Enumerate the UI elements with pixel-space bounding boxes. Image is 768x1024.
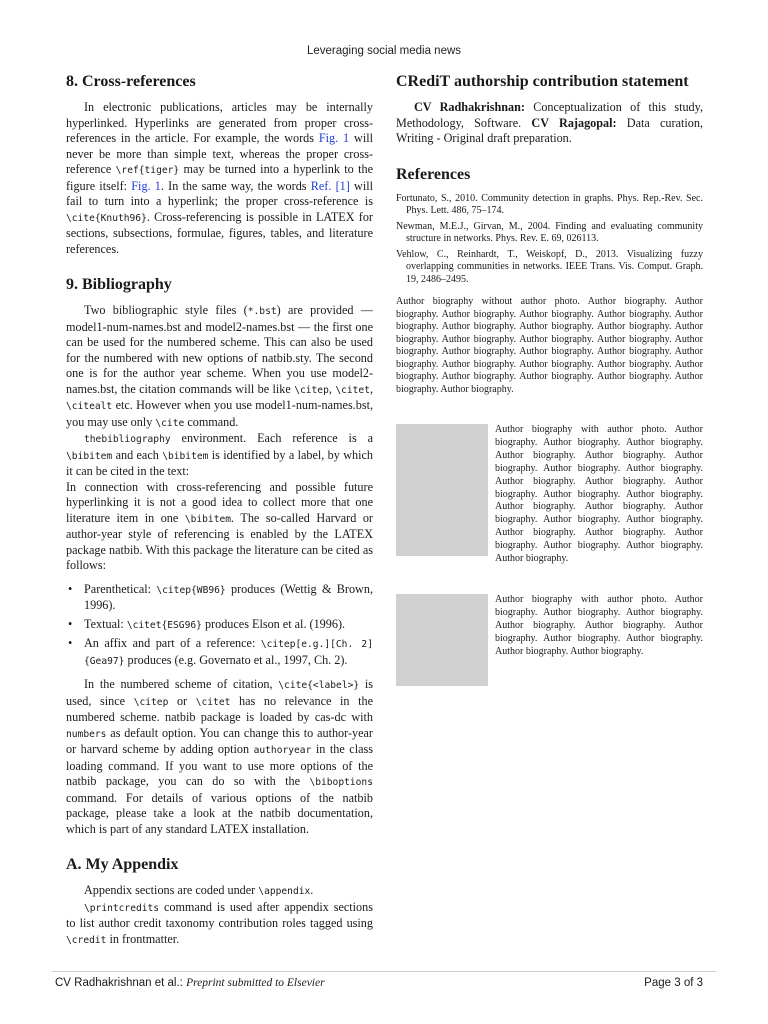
author-bio-no-photo: Author biography without author photo. Author biography. Author biography. Author biography. Author biography. Author biography. Author biography. Author biography. Author biography. Author biography. Author biography. Author biography. Author biography. Author biography. Author biography. Author biography. Author biography. Author biography. Author biography. Author biography. Author biography. Author biography. Author biography. Author biography. Author biography. Author biography. Author biography. Author biography. [396,296,703,395]
section-title: A. My Appendix [66,856,179,873]
latex-logo: LATEX [210,821,249,836]
section-appendix [66,855,373,948]
latex-logo: LATEX [334,527,373,541]
section-title: References [396,165,471,183]
footer-authors: CV Radhakrishnan et al.: [55,977,183,989]
left-column [66,72,373,966]
author-bio-text: Author biography with author photo. Author biography. Author biography. Author biography. Author biography. Author biography. Author biography. Author biography. Author biography. Author biography. Author biography. [495,593,703,657]
author-bio-with-photo [396,594,703,659]
cross-ref-paragraph: In electronic publications, articles may be internally hyperlinked. Hyperlinks are generated from proper cross-references in the article. For example, the words Fig. 1 will never be more than simple text, whereas the proper cross-reference \ref{tiger} may be turned into a hyperlink to the figure itself: Fig. 1. In the same way, the words Ref. [1] will fail to turn into a hyperlink; the proper cross-reference is \cite{Knuth96}. Cross-referencing is possible in LATEX for sections, subsections, formulae, figures, tables, and literature references. [66,100,374,256]
author-bio-with-photo [396,424,703,566]
section-title: CRediT authorship contribution statement [396,73,689,90]
bib-paragraph-4: In the numbered scheme of citation, \cite{<label>} is used, since \citep or \citet has no relevance in the numbered scheme. natbib package is loaded by cas-dc with numbers as default option. You can change this to author-year or harvard scheme by adding option authoryear in the class loading command. If you want to use more options of the natbib package, you can do so with the \biboptions command. For details of various options of the natbib package, please take a look at the natbib documentation, which is part of any standard LATEX installation. [66,677,374,836]
ref-hyperlink[interactable]: Ref. [1] [310,178,350,193]
footer-preprint: Preprint submitted to Elsevier [186,977,325,989]
section-credit [396,72,703,147]
appendix-paragraph-2: \printcredits command is used after appendix sections to list author credit taxonomy contribution roles tagged using \credit in frontmatter. [66,899,373,946]
list-item: • Textual: \citet{ESG96} produces Elson et al. (1996). [68,616,346,631]
fig-hyperlink[interactable]: Fig. 1 [131,178,161,193]
bullet-icon: • [68,616,73,631]
section-references [396,165,703,287]
section-title: 9. Bibliography [66,276,172,293]
bullet-icon: • [68,636,73,650]
appendix-paragraph-1: Appendix sections are coded under \appendix. [84,883,314,897]
author-photo-placeholder [396,424,488,556]
list-item: • An affix and part of a reference: \citep[e.g.][Ch. 2]{Gea97} produces (e.g. Governato et al., 1997, Ch. 2). [68,636,373,667]
page-footer [55,977,703,989]
reference-item: Newman, M.E.J., Girvan, M., 2004. Finding and evaluating community structure in networks. Phys. Rev. E. 69, 026113. [396,220,703,244]
bib-paragraph-2: thebibliography environment. Each reference is a \bibitem and each \bibitem is identified by a label, by which it can be cited in the text: [66,431,374,478]
section-bibliography [66,275,373,837]
section-title: 8. Cross-references [66,73,196,90]
fig-link-plain[interactable]: Fig. 1 [318,131,350,145]
footer-divider [52,971,716,972]
reference-item: Fortunato, S., 2010. Community detection in graphs. Phys. Rep.-Rev. Sec. Phys. Lett. 486, 75–174. [396,192,703,216]
citation-examples-list [66,582,373,670]
running-header: Leveraging social media news [306,45,462,57]
list-item: • Parenthetical: \citep{WB96} produces (Wettig & Brown, 1996). [68,581,373,612]
reference-list [396,193,703,287]
credit-paragraph: CV Radhakrishnan: Conceptualization of this study, Methodology, Software. CV Rajagopal: Data curation, Writing - Original draft preparation. [396,100,703,145]
author-bio-text: Author biography with author photo. Author biography. Author biography. Author biography. Author biography. Author biography. Author biography. Author biography. Author biography. Author biography. Author biography. Author biography. Author biography. Author biography. Author biography. Author biography. Author biography. Author biography. Author biography. Author biography. Author biography. Author biography. Author biography. Author biography. Author biography. [495,424,703,565]
reference-item: Vehlow, C., Reinhardt, T., Weiskopf, D., 2013. Visualizing fuzzy overlapping communities in networks. IEEE Trans. Vis. Comput. Graph. 19, 2486–2495. [396,248,703,285]
author-name: CV Rajagopal: [531,115,617,130]
author-photo-placeholder [396,594,488,686]
bib-paragraph-1: Two bibliographic style files (*.bst) are provided — model1-num-names.bst and model2-names.bst — the first one can be used for the numbered scheme. This can also be used for the numbered with new options of natbib.sty. The second one is for the author year scheme. When you use model2-names.bst, the citation commands will be like \citep, \citet, \citealt etc. However when you use model1-num-names.bst, you may use only \cite command. [66,303,374,429]
right-column [396,72,703,659]
page-number: Page 3 of 3 [644,977,703,989]
author-name: CV Radhakrishnan: [414,100,525,114]
latex-logo: LATEX [315,209,355,224]
bib-paragraph-3: In connection with cross-referencing and possible future hyperlinking it is not a good idea to collect more that one literature item in one \bibitem. The so-called Harvard or author-year style of referencing is enabled by the LATEX package natbib. With this package the literature can be cited as follows: [66,479,373,572]
section-cross-references [66,72,373,257]
bullet-icon: • [68,581,73,596]
